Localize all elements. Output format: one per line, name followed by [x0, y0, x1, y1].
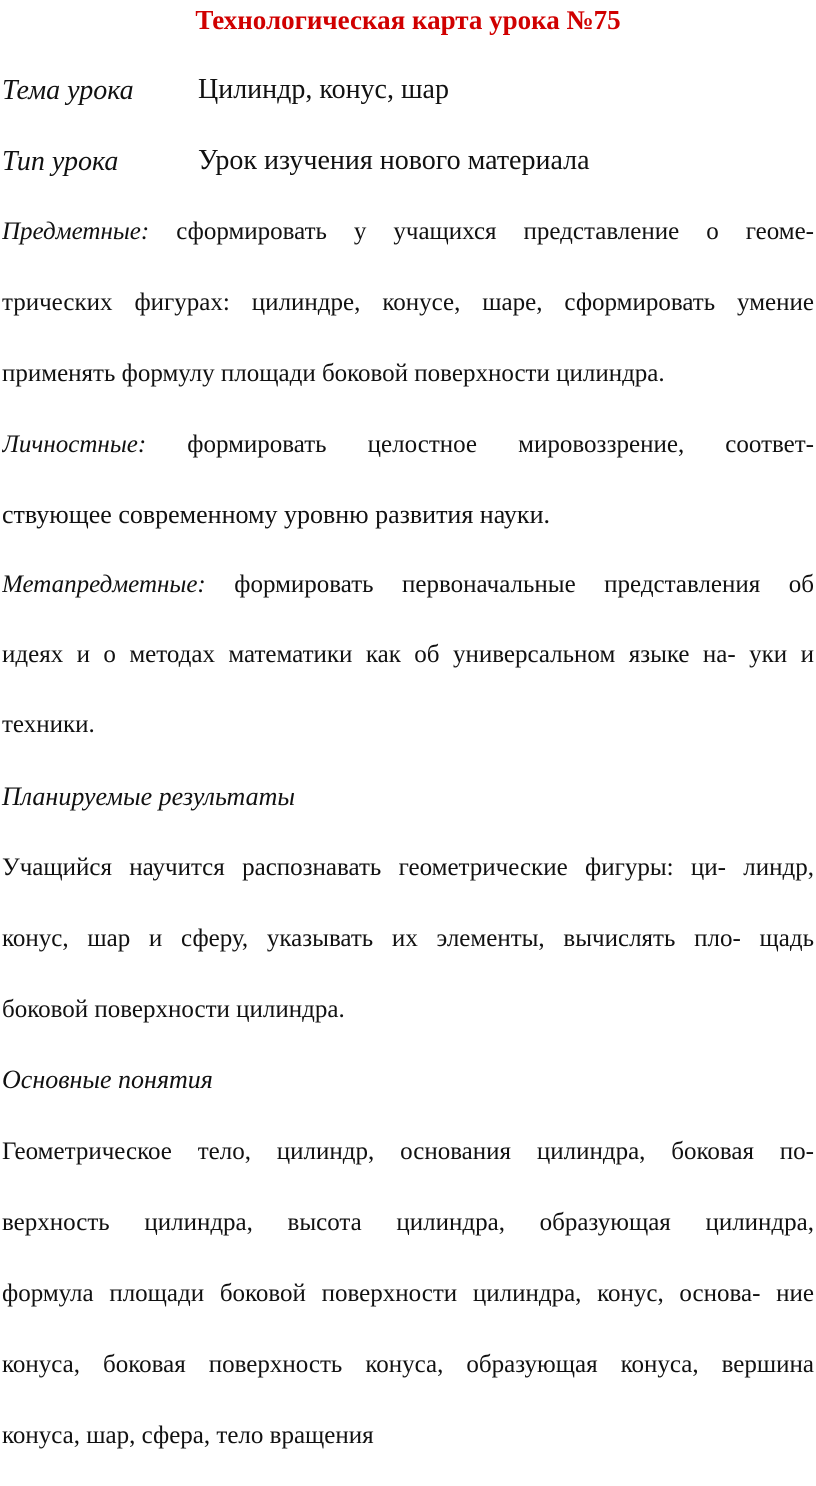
personal-goals-text-1: формировать целостное мировоззрение, соответ- [187, 431, 814, 458]
topic-label: Тема урока [2, 75, 134, 106]
topic-value: Цилиндр, конус, шар [198, 74, 449, 105]
subject-goals-line-2: трических фигурах: цилиндре, конусе, шаре, сформировать умение [2, 289, 814, 316]
meta-goals-label: Метапредметные: [2, 571, 206, 598]
planned-results-line-3: боковой поверхности цилиндра. [2, 996, 345, 1023]
planned-results-heading: Планируемые результаты [2, 782, 295, 811]
type-row [2, 143, 814, 180]
key-concepts-line-1: Геометрическое тело, цилиндр, основания цилиндра, боковая по- [2, 1138, 814, 1165]
subject-goals-label: Предметные: [2, 218, 150, 245]
personal-goals-line-1 [2, 427, 814, 463]
topic-row [2, 72, 814, 109]
personal-goals-label: Личностные: [2, 431, 147, 458]
planned-results-line-2: конус, шар и сферу, указывать их элементы, вычислять пло- щадь [2, 925, 814, 952]
type-label: Тип урока [2, 146, 119, 177]
personal-goals-line-2: ствующее современному уровню развития науки. [2, 500, 550, 529]
key-concepts-line-2: верхность цилиндра, высота цилиндра, образующая цилиндра, [2, 1209, 814, 1236]
meta-goals-line-1 [2, 567, 814, 603]
key-concepts-line-3: формула площади боковой поверхности цилиндра, конус, основа- ние [2, 1280, 814, 1307]
key-concepts-line-4: конуса, боковая поверхность конуса, образующая конуса, вершина [2, 1351, 814, 1378]
key-concepts-line-5: конуса, шар, сфера, тело вращения [2, 1422, 374, 1449]
page-title: Технологическая карта урока №75 [195, 5, 621, 35]
meta-goals-line-3: техники. [2, 711, 95, 738]
type-value: Урок изучения нового материала [198, 145, 590, 176]
subject-goals-text-1: сформировать у учащихся представление о геоме- [176, 218, 814, 245]
key-concepts-heading: Основные понятия [2, 1065, 213, 1094]
planned-results-line-1: Учащийся научится распознавать геометрические фигуры: ци- линдр, [2, 854, 814, 881]
subject-goals-line-1 [2, 214, 814, 250]
meta-goals-line-2: идеях и о методах математики как об универсальном языке на- уки и [2, 641, 814, 668]
subject-goals-line-3: применять формулу площади боковой поверхности цилиндра. [2, 360, 665, 387]
meta-goals-text-1: формировать первоначальные представления об [234, 571, 814, 598]
